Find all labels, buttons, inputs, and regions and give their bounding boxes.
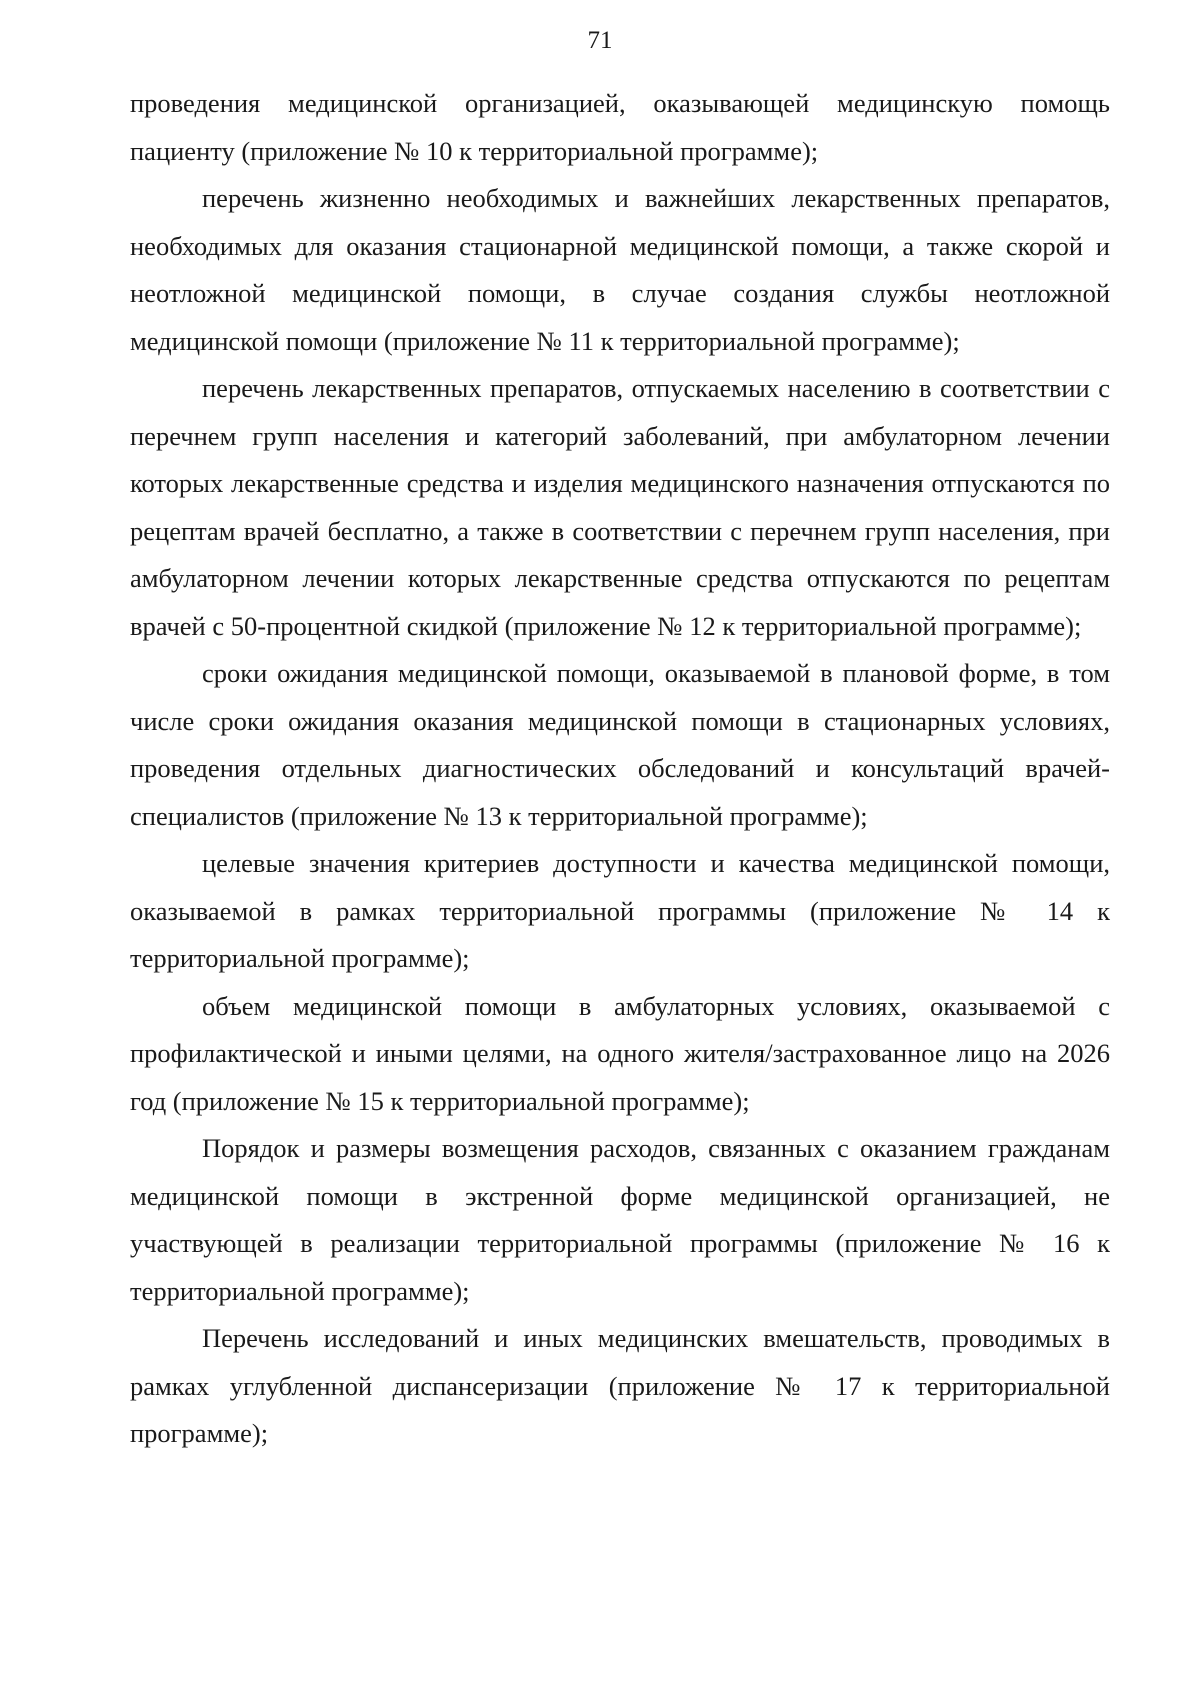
- page-number: 71: [587, 27, 613, 54]
- paragraph-target-criteria: целевые значения критериев доступности и качества медицинской помощи, оказываемой в рамках территориальной программы (приложение № 14 к территориальной программе);: [130, 848, 1110, 973]
- paragraph-essential-drugs-list: перечень жизненно необходимых и важнейших лекарственных препаратов, необходимых для оказания стационарной медицинской помощи, а также скорой и неотложной медицинской помощи, в случае создания службы неотложной медицинской помощи (приложение № 11 к территориальной программе);: [130, 183, 1110, 356]
- paragraph-dispensed-drugs-list: перечень лекарственных препаратов, отпускаемых населению в соответствии с перечнем групп населения и категорий заболеваний, при амбулаторном лечении которых лекарственные средства и изделия медицинского назначения отпускаются по рецептам врачей бесплатно, а также в соответствии с перечнем групп населения, при амбулаторном лечении которых лекарственные средства отпускаются по рецептам врачей с 50-процентной скидкой (приложение № 12 к территориальной программе);: [130, 373, 1110, 641]
- paragraph-waiting-times: сроки ожидания медицинской помощи, оказываемой в плановой форме, в том числе сроки ожидания оказания медицинской помощи в стационарных условиях, проведения отдельных диагностических обследований и консультаций врачей-специалистов (приложение № 13 к территориальной программе);: [130, 658, 1110, 831]
- paragraph-in-depth-checkup: Перечень исследований и иных медицинских вмешательств, проводимых в рамках углубленной диспансеризации (приложение № 17 к территориальной программе);: [130, 1323, 1110, 1448]
- paragraph-expense-reimbursement: Порядок и размеры возмещения расходов, связанных с оказанием гражданам медицинской помощи в экстренной форме медицинской организацией, не участвующей в реализации территориальной программы (приложение № 16 к территориальной программе);: [130, 1133, 1110, 1306]
- paragraph-continuation: проведения медицинской организацией, оказывающей медицинскую помощь пациенту (приложение № 10 к территориальной программе);: [130, 88, 1110, 166]
- paragraph-outpatient-volume: объем медицинской помощи в амбулаторных условиях, оказываемой с профилактической и иными целями, на одного жителя/застрахованное лицо на 2026 год (приложение № 15 к территориальной программе);: [130, 990, 1110, 1116]
- document-body: [130, 80, 1110, 1458]
